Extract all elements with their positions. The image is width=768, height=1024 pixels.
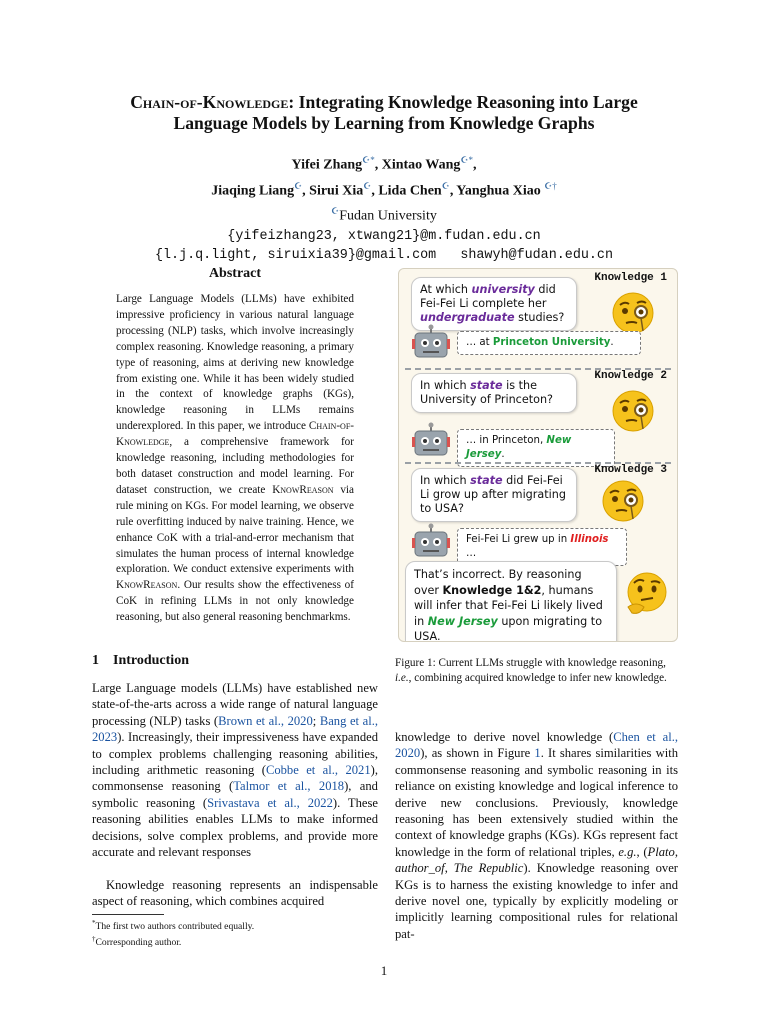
bubble-highlight: Knowledge 1&2: [442, 583, 542, 597]
monocle-face-icon: [611, 389, 655, 433]
affil-mark: ☪: [331, 206, 340, 217]
bubble-text: In which: [420, 474, 471, 487]
question-bubble-3: [411, 468, 577, 522]
answer-highlight: Illinois: [570, 534, 609, 545]
knowledge-2-label: Knowledge 2: [594, 370, 667, 382]
body-text: ). Knowledge reasoning over KGs is to harness the existing knowledge to infer and derive novel one, typically by explicitly modeling or implicitly learning compositional rules for relational pat-: [395, 861, 678, 941]
title-line1: : Integrating Knowledge Reasoning into Large: [288, 92, 638, 112]
section-title: Introduction: [113, 653, 189, 668]
footnote-mark: *: [92, 919, 96, 927]
abstract-text: via rule mining on KGs. For model learning, we observe rule overfitting induced by naive training. Hence, we enhance CoK with a trial-and-error mechanism that simulates the human process of internal knowledge exploration. We conduct extensive experiments with: [116, 483, 355, 576]
monocle-face-icon: [611, 291, 655, 335]
author-name: , Sirui Xia: [302, 183, 364, 199]
answer-text: …: [466, 548, 477, 559]
bubble-text: , humans will infer that Fei-Fei Li likely lived in: [414, 583, 603, 628]
citation-link[interactable]: 2020: [395, 746, 421, 761]
caption-text: Figure 1: Current LLMs struggle with knowledge reasoning,: [395, 657, 666, 669]
abstract-body: [116, 292, 354, 626]
question-bubble-1: [411, 277, 577, 331]
answer-text: Fei-Fei Li grew up in: [466, 534, 571, 545]
body-text: Large Language models (LLMs) have established new state-of-the-arts across a wide range of natural language processing (NLP) tasks (: [92, 681, 378, 728]
body-text: ;: [312, 713, 320, 728]
author-affil-mark: ☪: [441, 180, 450, 191]
citation-link[interactable]: Talmor et al., 2018: [233, 779, 345, 794]
abstract-text: . Our results show the effectiveness of CoK in refining LLMs in not only knowledge reasoning, but also general reasoning benchmarkms.: [116, 579, 354, 624]
body-text: . It shares similarities with commonsense reasoning and symbolic reasoning in its reliance on existing knowledge and logical inference to derive new conclusions. Previously, knowledge reasoning has been extensively studied within the context of knowledge graphs (KGs). KGs represent fact knowledge in the form of relational triples,: [395, 746, 678, 859]
intro-paragraph-2: Knowledge reasoning represents an indispensable aspect of reasoning, which combines acquired: [92, 878, 378, 909]
body-text: author_of: [395, 861, 445, 876]
body-text: Plato: [647, 844, 675, 859]
body-text: , (: [636, 844, 648, 859]
abstract-method-name: Chain-of-Knowledge: [116, 420, 354, 449]
robot-icon: [411, 422, 451, 462]
author-line-1: [60, 150, 708, 176]
thinking-face-icon: [624, 571, 670, 617]
author-affil-mark: ☪: [363, 180, 372, 191]
citation-link[interactable]: Chen et al.,: [613, 730, 678, 744]
body-text: ,: [674, 844, 678, 859]
figure-caption: [395, 656, 678, 687]
body-text: knowledge to derive novel knowledge (: [395, 730, 614, 744]
bubble-text: is the University of Princeton?: [420, 379, 553, 406]
robot-icon: [411, 523, 451, 563]
bubble-highlight: state: [470, 474, 503, 487]
affiliation: [60, 201, 708, 227]
author-affil-mark: ☪†: [544, 180, 557, 191]
answer-box-1: [457, 331, 641, 355]
answer-highlight: New Jersey: [466, 435, 572, 460]
citation-link[interactable]: 2020: [287, 713, 313, 728]
figure-reference-link[interactable]: 1: [534, 746, 541, 761]
paper-title: [60, 92, 708, 134]
title-method-name: Chain-of-Knowledge: [130, 92, 289, 112]
answer-text: … in Princeton,: [466, 435, 547, 446]
abstract-dataset-name: KnowReason: [116, 579, 178, 592]
bubble-text: At which: [420, 283, 472, 296]
caption-text: , combining acquired knowledge to infer new knowledge.: [408, 672, 667, 685]
footnote-text: The first two authors contributed equally.: [95, 921, 255, 933]
author-name: , Xintao Wang: [374, 157, 461, 173]
body-text: ). Increasingly, their impressiveness have expanded to complex problems challenging reasoning abilities, including arithmetic reasoning (: [92, 730, 378, 778]
author-affil-mark: ☪*: [460, 155, 474, 165]
answer-text: .: [610, 337, 614, 348]
bubble-text: studies?: [514, 311, 565, 324]
author-sep: ,: [473, 157, 477, 173]
abstract-text: Large Language Models (LLMs) have exhibited impressive proficiency in various natural language processing (NLP) tasks, which involve increasingly complex reasoning. Knowledge reasoning, a primary type of reasoning, aims at deriving new knowledge from existing one. While it has been widely studied in the context of knowledge graphs (KGs), knowledge reasoning in LLMs remains underexplored. In this paper, we introduce: [116, 293, 354, 433]
monocle-face-icon: [601, 479, 645, 523]
author-name: Jiaqing Liang: [211, 183, 295, 199]
abstract-heading: Abstract: [208, 266, 262, 281]
author-name: , Lida Chen: [371, 183, 442, 199]
author-affil-mark: ☪*: [362, 155, 375, 165]
email-line-2: {l.j.q.light, siruixia39}@gmail.com shawyh@fudan.edu.cn: [154, 247, 614, 263]
affiliation-name: Fudan University: [339, 208, 437, 224]
section-number: 1: [92, 653, 99, 668]
page-number: 1: [380, 963, 388, 978]
right-column-paragraph: [395, 729, 678, 942]
citation-link[interactable]: Bang et al., 2023: [92, 713, 378, 745]
footnote-divider: [92, 914, 164, 915]
body-text: ). These reasoning abilities enables LLMs to make informed decisions, solve complex problems, and provide more accurate and relevant responses: [92, 795, 378, 860]
section-heading-introduction: [92, 653, 203, 669]
email-block: [60, 227, 708, 265]
author-affil-mark: ☪: [294, 180, 303, 191]
footnotes: [92, 917, 378, 949]
body-text: e.g.: [618, 844, 637, 859]
bubble-highlight: state: [470, 379, 503, 392]
knowledge-3-label: Knowledge 3: [594, 464, 667, 476]
abstract-dataset-name: KnowReason: [272, 483, 334, 496]
email-line-1: {yifeizhang23, xtwang21}@m.fudan.edu.cn: [227, 228, 541, 244]
body-text: ), and symbolic reasoning (: [92, 779, 378, 810]
abstract-text: , a comprehensive framework for knowledge reasoning, including methodologies for both dataset construction and model learning. For dataset construction, we create: [116, 436, 354, 496]
bubble-highlight: university: [471, 283, 535, 296]
caption-text: i.e.: [395, 672, 409, 685]
figure-1: [398, 268, 678, 642]
question-bubble-2: [411, 373, 577, 413]
author-block: [60, 150, 708, 265]
answer-text: … at: [466, 337, 493, 348]
answer-highlight: Princeton University: [492, 337, 611, 348]
body-text: ), commonsense reasoning (: [92, 763, 378, 794]
footnote-mark: †: [92, 935, 96, 944]
body-text: ,: [444, 861, 454, 876]
answer-text: .: [501, 449, 505, 460]
bubble-highlight: New Jersey: [427, 614, 498, 628]
bubble-text: did Fei-Fei Li complete her: [420, 283, 556, 310]
author-name: , Yanghua Xiao: [449, 183, 545, 199]
citation-link[interactable]: Srivastava et al., 2022: [207, 795, 333, 810]
bubble-highlight: undergraduate: [420, 311, 515, 324]
footnote-2: [92, 933, 378, 949]
bubble-text: In which: [420, 379, 471, 392]
body-text: ), as shown in Figure: [420, 746, 535, 761]
author-line-2: [60, 176, 708, 202]
citation-link[interactable]: Cobbe et al., 2021: [265, 763, 371, 778]
robot-icon: [411, 324, 451, 364]
author-name: Yifei Zhang: [291, 157, 363, 173]
footnote-text: Corresponding author.: [95, 937, 182, 949]
intro-paragraph-1: [92, 680, 378, 860]
title-line2: Language Models by Learning from Knowledge Graphs: [173, 113, 595, 133]
body-text: The Republic: [453, 861, 524, 876]
reasoning-bubble: [405, 561, 617, 642]
citation-link[interactable]: Brown et al.,: [218, 713, 284, 728]
bubble-text: did Fei-Fei Li grow up after migrating to USA?: [420, 474, 566, 515]
bubble-text: That’s incorrect. By reasoning over: [414, 568, 582, 597]
knowledge-1-label: Knowledge 1: [594, 272, 667, 284]
footnote-1: [92, 917, 378, 933]
bubble-text: upon migrating to USA.: [414, 614, 603, 642]
